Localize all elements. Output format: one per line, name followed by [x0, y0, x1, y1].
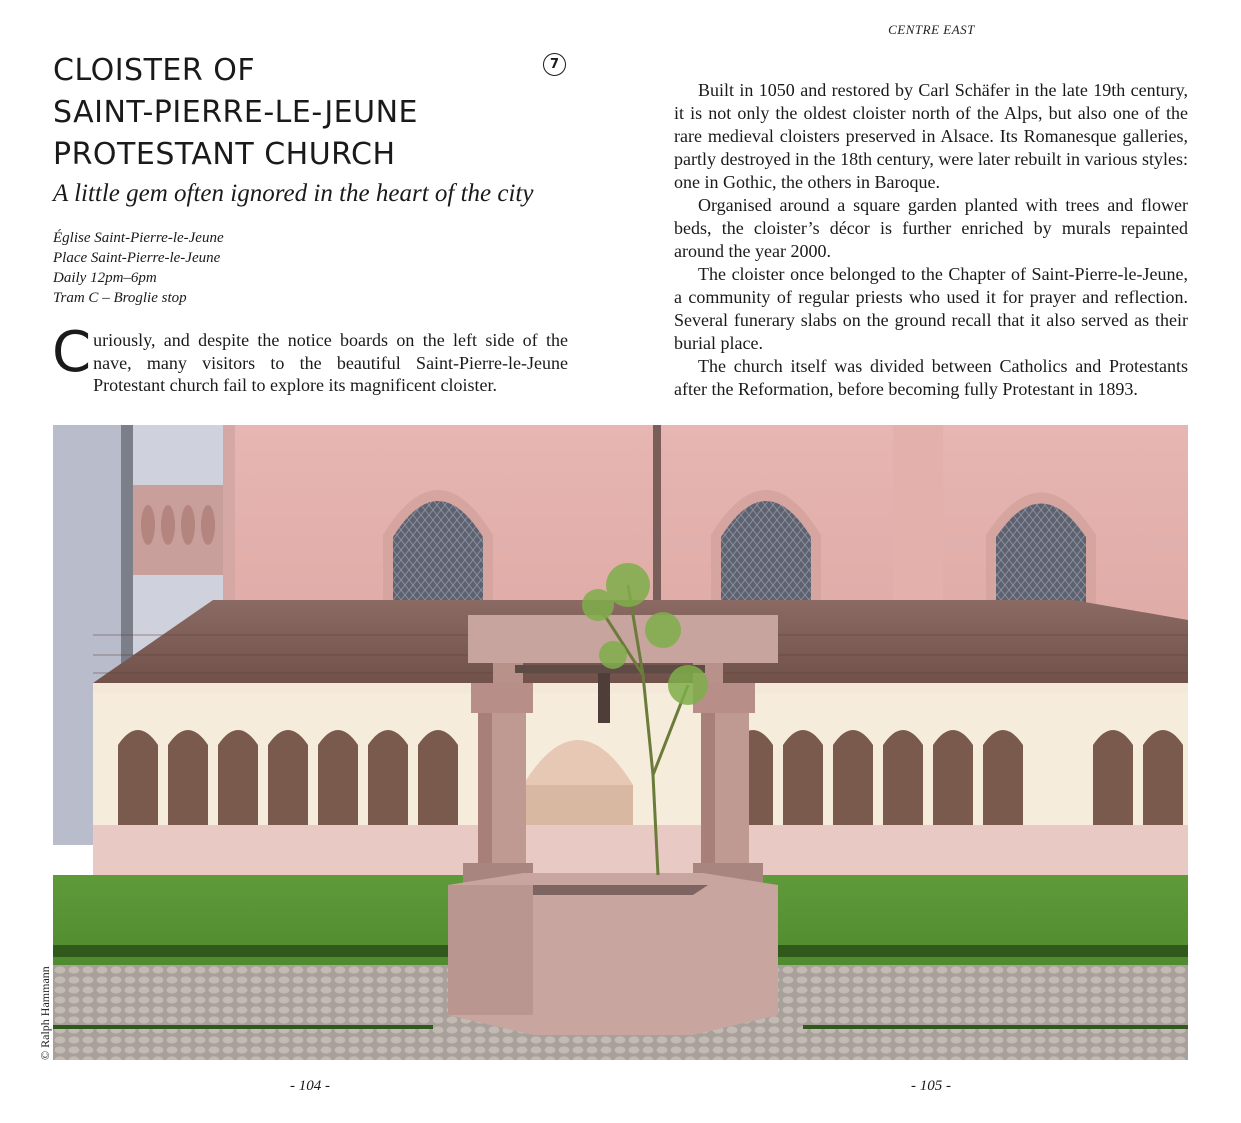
body-paragraph: The church itself was divided between Catholics and Protestants after the Reformation, before becoming fully Protestant in 1893. [674, 356, 1188, 399]
article-subtitle: A little gem often ignored in the heart of the city [53, 180, 534, 207]
body-paragraph: Built in 1050 and restored by Carl Schäfer in the late 19th century, it is not only the oldest cloister north of the Alps, but also one of the rare medieval cloisters preserved in Alsace. Its Romanesque galleries, partly destroyed in the 18th century, were later rebuilt in various styles: one in Gothic, the others in Baroque. [674, 80, 1188, 192]
title-line: PROTESTANT CHURCH [53, 137, 396, 172]
info-line: Tram C – Broglie stop [53, 290, 187, 306]
lead-paragraph [52, 320, 568, 397]
body-paragraph: Organised around a square garden planted with trees and flower beds, the cloister’s décor is further enriched by murals repainted around the year 2000. [674, 195, 1188, 261]
title-line: CLOISTER OF [53, 53, 256, 88]
page-number-right: - 105 - [911, 1078, 951, 1094]
body-text [674, 79, 1188, 401]
article-number-badge: 7 [543, 53, 566, 76]
photo-credit: © Ralph Hammann [38, 966, 52, 1060]
practical-info [53, 228, 353, 308]
section-label: CENTRE EAST [888, 22, 975, 37]
page-number-left: - 104 - [290, 1078, 330, 1094]
body-paragraph: The cloister once belonged to the Chapter of Saint-Pierre-le-Jeune, a community of regular priests who used it for prayer and reflection. Several funerary slabs on the ground recall that it also served as their burial place. [674, 264, 1188, 353]
info-line: Daily 12pm–6pm [53, 270, 157, 286]
cloister-photo [53, 425, 1188, 1060]
info-line: Église Saint-Pierre-le-Jeune [53, 230, 224, 246]
lead-text: uriously, and despite the notice boards on the left side of the nave, many visitors to the beautiful Saint-Pierre-le-Jeune Protestant church fail to explore its magnificent cloister. [93, 330, 568, 395]
article-title [53, 50, 533, 176]
drop-cap: C [52, 320, 92, 385]
info-line: Place Saint-Pierre-le-Jeune [53, 250, 221, 266]
title-line: SAINT-PIERRE-LE-JEUNE [53, 95, 418, 130]
cloister-illustration [53, 425, 1188, 1060]
